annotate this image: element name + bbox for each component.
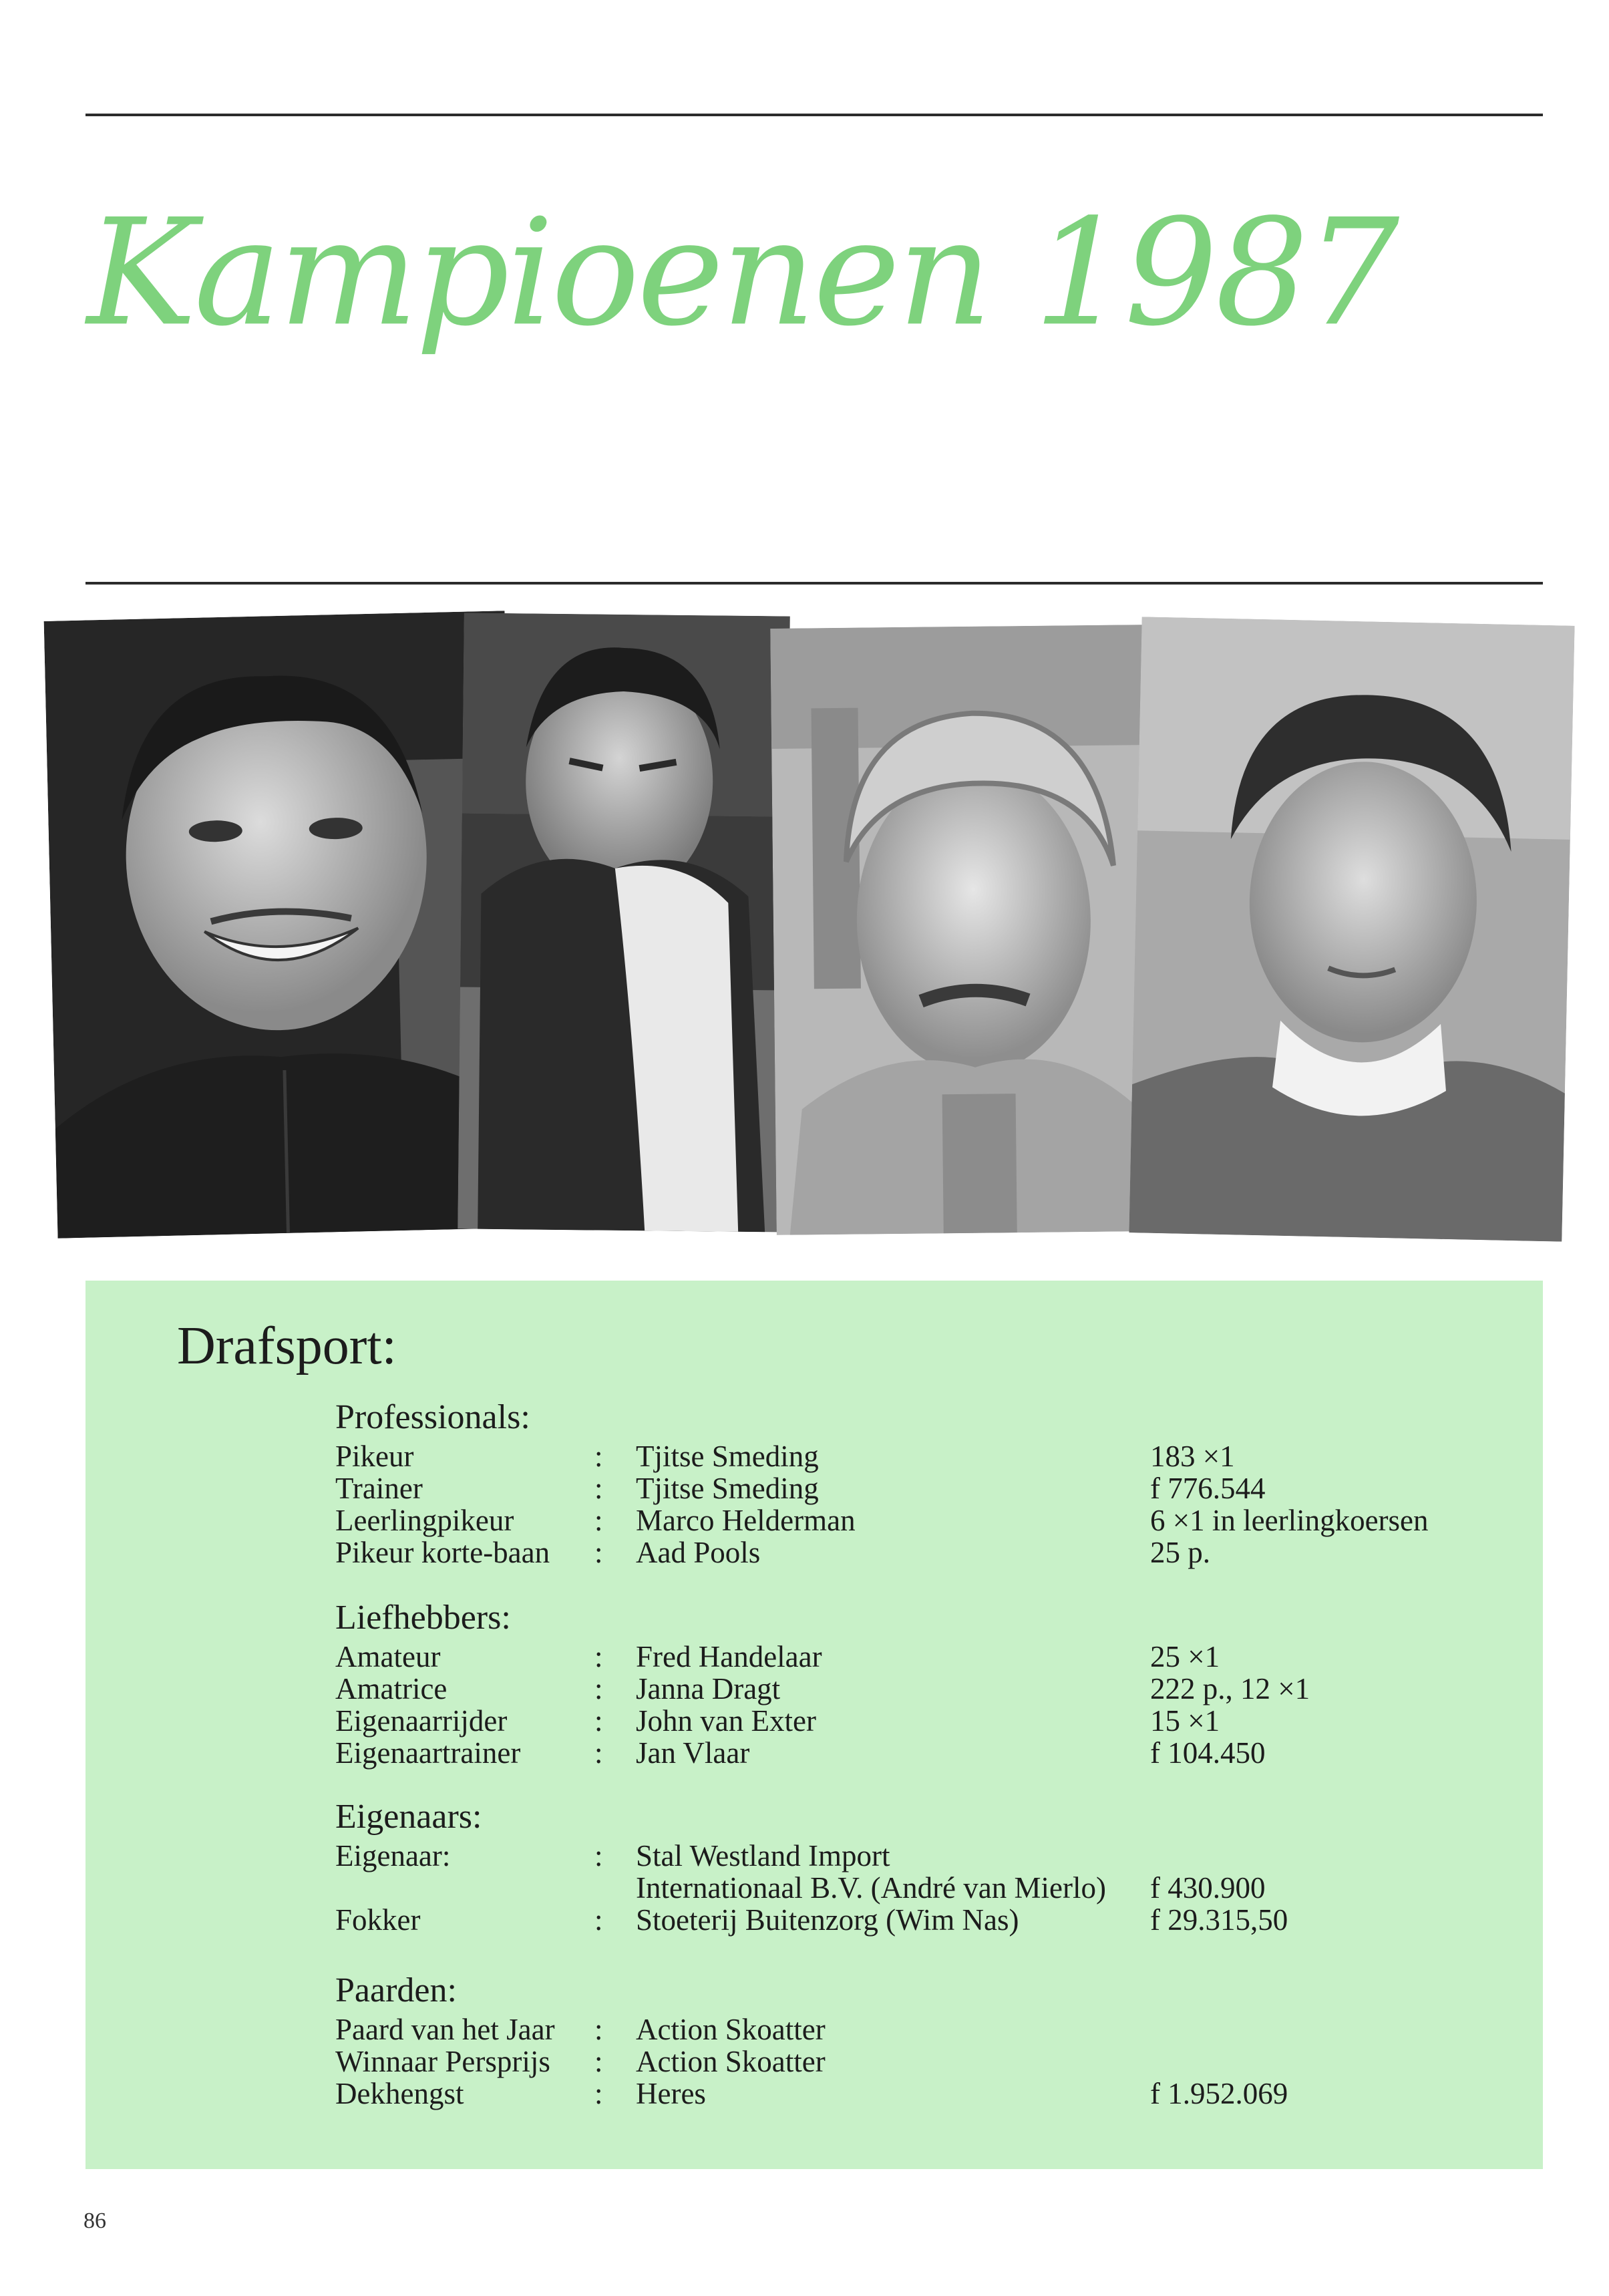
champion-name: Action Skoatter [636, 2013, 826, 2046]
champion-row [335, 1904, 1531, 1936]
result-value: f 29.315,50 [1150, 1903, 1288, 1937]
result-value: 6 ×1 in leerlingkoersen [1150, 1504, 1429, 1537]
result-value: f 104.450 [1150, 1736, 1266, 1770]
champion-name: Stoeterij Buitenzorg (Wim Nas) [636, 1903, 1019, 1937]
separator: : [594, 1903, 603, 1937]
champion-name-line-2: Internationaal B.V. (André van Mierlo) [636, 1871, 1106, 1905]
separator: : [594, 2077, 603, 2110]
group-heading: Eigenaars: [335, 1798, 482, 1836]
champion-row [335, 1705, 1531, 1737]
result-value: 25 ×1 [1150, 1640, 1220, 1673]
champion-name: Tjitse Smeding [636, 1472, 819, 1505]
section-title: Drafsport: [177, 1317, 397, 1375]
separator: : [594, 1504, 603, 1537]
champion-row [335, 2045, 1531, 2078]
role-label: Paard van het Jaar [335, 2013, 555, 2046]
role-label: Eigenaartrainer [335, 1736, 521, 1770]
portrait-photo-4 [1129, 617, 1574, 1241]
role-label: Trainer [335, 1472, 423, 1505]
champion-name: Fred Handelaar [636, 1640, 822, 1673]
role-label: Fokker [335, 1903, 421, 1937]
champion-name: Janna Dragt [636, 1672, 781, 1705]
result-value: f 776.544 [1150, 1472, 1266, 1505]
champion-row [335, 2013, 1531, 2045]
champion-name: Marco Helderman [636, 1504, 856, 1537]
separator: : [594, 1736, 603, 1770]
champion-row [335, 1504, 1531, 1536]
result-value: f 430.900 [1150, 1871, 1266, 1905]
separator: : [594, 1672, 603, 1705]
page-title: Kampioenen 1987 [87, 187, 1397, 359]
result-value: f 1.952.069 [1150, 2077, 1288, 2110]
role-label: Winnaar Persprijs [335, 2045, 550, 2078]
result-value: 25 p. [1150, 1536, 1210, 1569]
result-value: 183 ×1 [1150, 1440, 1235, 1473]
group-liefhebbers [335, 1597, 1531, 1769]
page-number: 86 [83, 2208, 106, 2233]
role-label: Eigenaarrijder [335, 1704, 508, 1738]
champion-name: Heres [636, 2077, 706, 2110]
champion-row [335, 1737, 1531, 1769]
top-rule [85, 114, 1543, 116]
champion-name: Action Skoatter [636, 2045, 826, 2078]
role-label: Pikeur korte-baan [335, 1536, 550, 1569]
champion-name: Aad Pools [636, 1536, 761, 1569]
group-eigenaars [335, 1796, 1531, 1936]
result-value: 222 p., 12 ×1 [1150, 1672, 1310, 1705]
separator: : [594, 2013, 603, 2046]
role-label: Pikeur [335, 1440, 414, 1473]
role-label: Amateur [335, 1640, 441, 1673]
role-label: Eigenaar: [335, 1839, 451, 1872]
portrait-photo-2 [458, 613, 790, 1232]
separator: : [594, 1536, 603, 1569]
group-heading: Liefhebbers: [335, 1599, 511, 1637]
champion-row [335, 1673, 1531, 1705]
separator: : [594, 2045, 603, 2078]
champion-name-line-1: Stal Westland Import [636, 1839, 890, 1872]
group-heading: Professionals: [335, 1398, 530, 1436]
champion-row [335, 1641, 1531, 1673]
separator: : [594, 1839, 603, 1872]
group-professionals [335, 1396, 1531, 1569]
champion-name: Tjitse Smeding [636, 1440, 819, 1473]
portrait-photo-1 [44, 611, 519, 1238]
role-label: Dekhengst [335, 2077, 464, 2110]
champion-row [335, 1472, 1531, 1504]
champion-row [335, 1536, 1531, 1569]
separator: : [594, 1440, 603, 1473]
title-bottom-rule [85, 582, 1543, 585]
champion-name [636, 1840, 1106, 1904]
champion-row [335, 1840, 1531, 1904]
champion-row [335, 1440, 1531, 1472]
separator: : [594, 1704, 603, 1738]
separator: : [594, 1640, 603, 1673]
role-label: Leerlingpikeur [335, 1504, 514, 1537]
champion-row [335, 2078, 1531, 2110]
result-value: 15 ×1 [1150, 1704, 1220, 1738]
group-paarden [335, 1969, 1531, 2110]
champion-name: Jan Vlaar [636, 1736, 750, 1770]
group-heading: Paarden: [335, 1971, 457, 2009]
separator: : [594, 1472, 603, 1505]
portrait-photo-3 [770, 625, 1150, 1235]
champion-name: John van Exter [636, 1704, 816, 1738]
role-label: Amatrice [335, 1672, 448, 1705]
